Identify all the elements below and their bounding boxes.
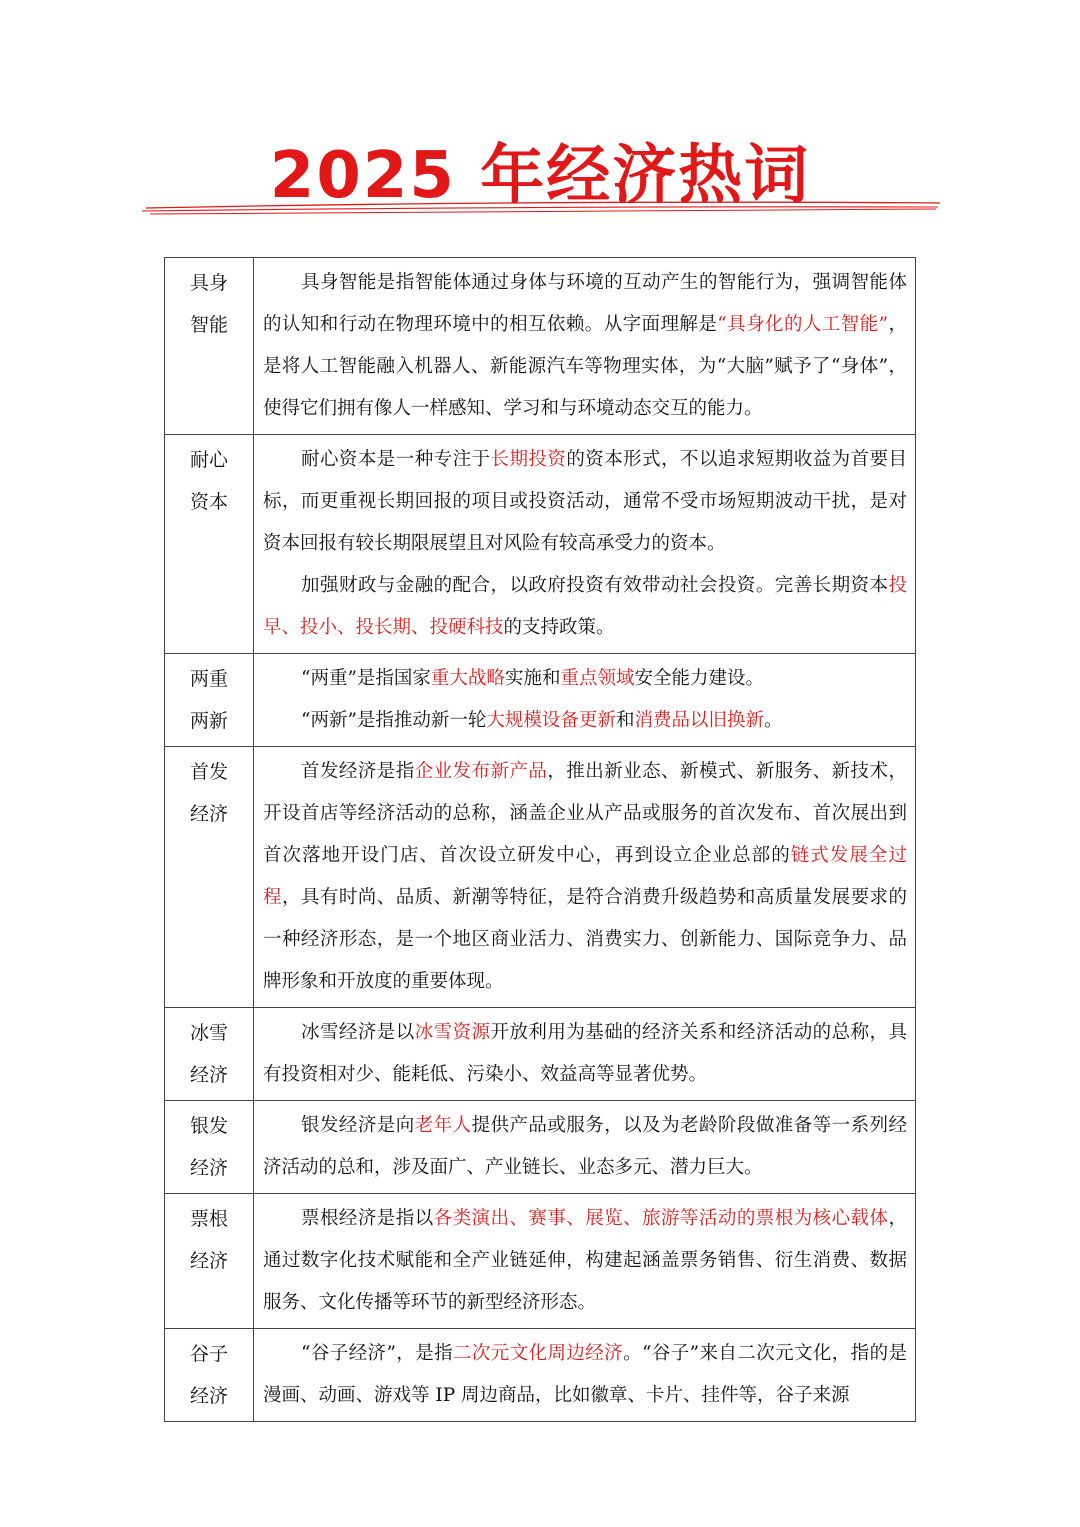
definition-paragraph	[263, 751, 907, 1003]
term-label-line: 耐心	[189, 449, 228, 471]
definition-text: 的支持政策。	[503, 617, 615, 638]
glossary-row	[165, 1008, 916, 1101]
term-label-line: 首发	[189, 761, 228, 783]
definition-cell	[254, 1101, 916, 1194]
definition-cell	[254, 1194, 916, 1329]
term-cell	[165, 1329, 254, 1422]
definition-paragraph	[263, 700, 907, 742]
term-label-line: 经济	[189, 803, 228, 825]
highlighted-keyword: 长期投资	[490, 449, 567, 470]
definition-text: 。“谷子”来自二次元文化，指的是漫画、动画、游戏等 IP 周边商品，比如徽章、卡片、挂件等，谷子来源	[263, 1343, 907, 1406]
definition-cell	[254, 258, 916, 435]
definition-text: 耐心资本是一种专注于	[301, 449, 491, 470]
glossary-row	[165, 1101, 916, 1194]
definition-cell	[254, 654, 916, 747]
definition-text: 。	[763, 710, 783, 731]
highlighted-keyword: 重大战略	[430, 668, 505, 689]
definition-paragraph	[263, 262, 907, 430]
term-label-line: 资本	[189, 491, 228, 513]
definition-paragraph	[263, 1333, 907, 1417]
definition-text: 银发经济是向	[301, 1115, 415, 1136]
term-label-line: 经济	[189, 1157, 228, 1179]
definition-text: 具身智能是指智能体通过身体与环境的互动产生的智能行为，强调智能体的认知和行动在物理环境中的相互依赖。从字面理解是	[263, 272, 907, 335]
term-label-line: 经济	[189, 1250, 228, 1272]
glossary-row	[165, 1329, 916, 1422]
definition-paragraph	[263, 1198, 907, 1324]
term-cell	[165, 654, 254, 747]
definition-text: 安全能力建设。	[634, 668, 764, 689]
highlighted-keyword: 各类演出、赛事、展览、旅游等活动的票根为核心载体	[433, 1208, 889, 1229]
definition-paragraph	[263, 439, 907, 565]
term-label-line: 票根	[189, 1208, 228, 1230]
page-title: 2025 年经济热词	[269, 139, 811, 213]
definition-text: ，通过数字化技术赋能和全产业链延伸，构建起涵盖票务销售、衍生消费、数据服务、文化传播等环节的新型经济形态。	[263, 1208, 907, 1313]
term-label-line: 冰雪	[189, 1022, 228, 1044]
glossary-row	[165, 1194, 916, 1329]
highlighted-keyword: 二次元文化周边经济	[453, 1343, 624, 1364]
term-label-line: 谷子	[189, 1343, 228, 1365]
term-cell	[165, 435, 254, 654]
highlighted-keyword: 企业发布新产品	[414, 761, 548, 782]
term-cell	[165, 258, 254, 435]
definition-paragraph	[263, 1105, 907, 1189]
highlighted-keyword: “具身化的人工智能”	[717, 314, 889, 335]
definition-paragraph	[263, 658, 907, 700]
definition-text: 首发经济是指	[301, 761, 415, 782]
glossary-row	[165, 258, 916, 435]
term-cell	[165, 1008, 254, 1101]
definition-text: “两重”是指国家	[301, 668, 431, 689]
term-cell	[165, 747, 254, 1008]
definition-paragraph	[263, 1012, 907, 1096]
definition-text: ，具有时尚、品质、新潮等特征，是符合消费升级趋势和高质量发展要求的一种经济形态，是一个地区商业活力、消费实力、创新能力、国际竞争力、品牌形象和开放度的重要体现。	[263, 887, 907, 992]
term-label-line: 经济	[189, 1064, 228, 1086]
definition-paragraph	[263, 565, 907, 649]
term-cell	[165, 1194, 254, 1329]
term-cell	[165, 1101, 254, 1194]
definition-text: 和	[615, 710, 635, 731]
term-label-line: 具身	[189, 272, 228, 294]
definition-text: “两新”是指推动新一轮	[301, 710, 487, 731]
definition-text: 的资本形式，不以追求短期收益为首要目标，而更重视长期回报的项目或投资活动，通常不受市场短期波动干扰，是对资本回报有较长期限展望且对风险有较高承受力的资本。	[263, 449, 907, 554]
glossary-row	[165, 747, 916, 1008]
definition-cell	[254, 435, 916, 654]
title-underline-decoration	[140, 194, 942, 218]
definition-text: 票根经济是指以	[301, 1208, 434, 1229]
definition-cell	[254, 1329, 916, 1422]
definition-cell	[254, 747, 916, 1008]
definition-text: 加强财政与金融的配合，以政府投资有效带动社会投资。完善长期资本	[301, 575, 889, 596]
definition-text: “谷子经济”，是指	[301, 1343, 453, 1364]
term-label-line: 两重	[189, 668, 228, 690]
highlighted-keyword: 链式发展全过程	[263, 845, 907, 908]
glossary-row	[165, 435, 916, 654]
definition-text: ，是将人工智能融入机器人、新能源汽车等物理实体，为“大脑”赋予了“身体”，使得它们拥有像人一样感知、学习和与环境动态交互的能力。	[263, 314, 907, 419]
definition-text: 提供产品或服务，以及为老龄阶段做准备等一系列经济活动的总和，涉及面广、产业链长、业态多元、潜力巨大。	[263, 1115, 907, 1178]
highlighted-keyword: 投早、投小、投长期、投硬科技	[263, 575, 907, 638]
highlighted-keyword: 重点领域	[560, 668, 635, 689]
highlighted-keyword: 老年人	[414, 1115, 472, 1136]
definition-cell	[254, 1008, 916, 1101]
definition-text: 冰雪经济是以	[301, 1022, 415, 1043]
glossary-table	[164, 257, 916, 1422]
definition-text: 开放利用为基础的经济关系和经济活动的总称，具有投资相对少、能耗低、污染小、效益高等显著优势。	[263, 1022, 907, 1085]
term-label-line: 两新	[189, 710, 228, 732]
definition-text: 实施和	[504, 668, 561, 689]
glossary-row	[165, 654, 916, 747]
term-label-line: 智能	[189, 314, 228, 336]
highlighted-keyword: 冰雪资源	[414, 1022, 491, 1043]
highlighted-keyword: 大规模设备更新	[486, 710, 616, 731]
term-label-line: 银发	[189, 1115, 228, 1137]
term-label-line: 经济	[189, 1385, 228, 1407]
definition-text: ，推出新业态、新模式、新服务、新技术，开设首店等经济活动的总称，涵盖企业从产品或服务的首次发布、首次展出到首次落地开设门店、首次设立研发中心，再到设立企业总部的	[263, 761, 907, 866]
highlighted-keyword: 消费品以旧换新	[634, 710, 764, 731]
